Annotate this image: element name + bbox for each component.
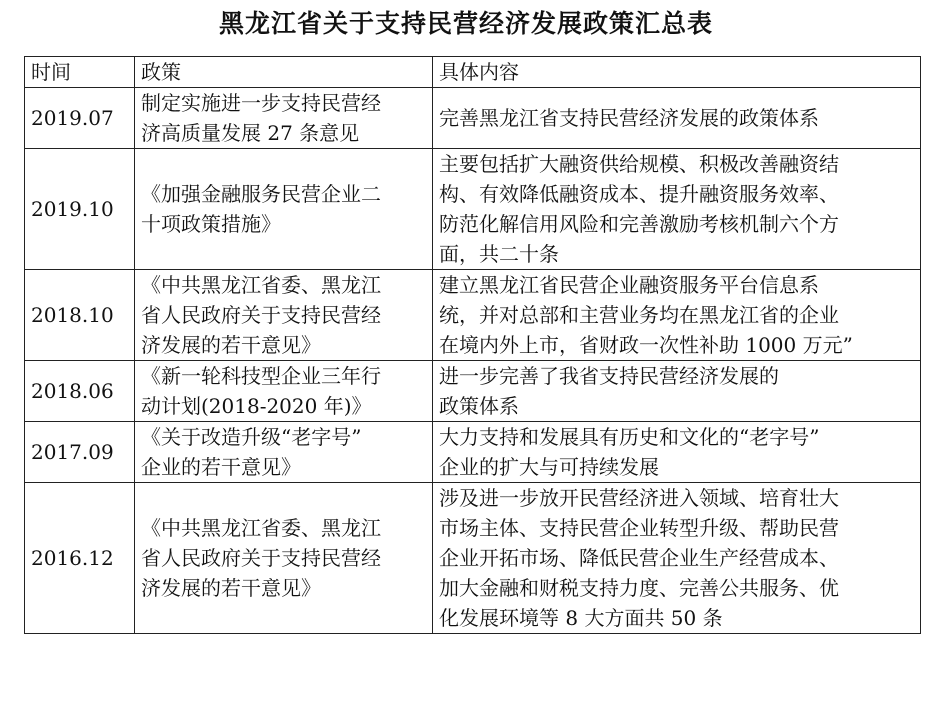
header-detail: 具体内容 xyxy=(433,57,921,88)
policy-summary-table xyxy=(24,56,921,634)
time-cell: 2018.10 xyxy=(25,270,135,361)
document-title: 黑龙江省关于支持民营经济发展政策汇总表 xyxy=(218,9,713,38)
policy-cell: 制定实施进一步支持民营经 济高质量发展 27 条意见 xyxy=(135,88,433,149)
detail-cell: 主要包括扩大融资供给规模、积极改善融资结 构、有效降低融资成本、提升融资服务效率、 防范化解信用风险和完善激励考核机制六个方 面，共二十条 xyxy=(433,149,921,270)
detail-cell: 涉及进一步放开民营经济进入领域、培育壮大 市场主体、支持民营企业转型升级、帮助民营 企业开拓市场、降低民营企业生产经营成本、 加大金融和财税支持力度、完善公共服务、优 化发展环境等 8 大方面共 50 条 xyxy=(433,483,921,634)
policy-cell: 《新一轮科技型企业三年行 动计划(2018-2020 年)》 xyxy=(135,361,433,422)
table-row xyxy=(25,270,921,361)
time-cell: 2016.12 xyxy=(25,483,135,634)
time-cell: 2018.06 xyxy=(25,361,135,422)
detail-cell: 建立黑龙江省民营企业融资服务平台信息系 统，并对总部和主营业务均在黑龙江省的企业 在境内外上市，省财政一次性补助 1000 万元” xyxy=(433,270,921,361)
policy-cell: 《中共黑龙江省委、黑龙江 省人民政府关于支持民营经 济发展的若干意见》 xyxy=(135,483,433,634)
policy-cell: 《关于改造升级“老字号” 企业的若干意见》 xyxy=(135,422,433,483)
detail-cell: 完善黑龙江省支持民营经济发展的政策体系 xyxy=(433,88,921,149)
header-time: 时间 xyxy=(25,57,135,88)
detail-cell: 进一步完善了我省支持民营经济发展的 政策体系 xyxy=(433,361,921,422)
header-policy: 政策 xyxy=(135,57,433,88)
table-row xyxy=(25,483,921,634)
table-row xyxy=(25,149,921,270)
table-header-row xyxy=(25,57,921,88)
table-row xyxy=(25,88,921,149)
time-cell: 2019.07 xyxy=(25,88,135,149)
time-cell: 2019.10 xyxy=(25,149,135,270)
time-cell: 2017.09 xyxy=(25,422,135,483)
table-row xyxy=(25,361,921,422)
table-row xyxy=(25,422,921,483)
policy-cell: 《中共黑龙江省委、黑龙江 省人民政府关于支持民营经 济发展的若干意见》 xyxy=(135,270,433,361)
detail-cell: 大力支持和发展具有历史和文化的“老字号” 企业的扩大与可持续发展 xyxy=(433,422,921,483)
policy-cell: 《加强金融服务民营企业二 十项政策措施》 xyxy=(135,149,433,270)
